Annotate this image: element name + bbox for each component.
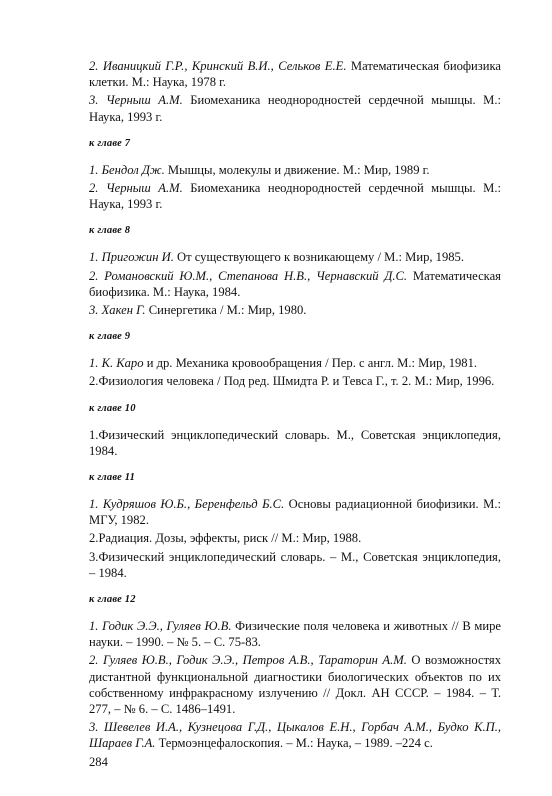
reference-entry [89, 530, 501, 546]
reference-number: 2. [89, 374, 99, 389]
reference-text: Термоэнцефалоскопия. – М.: Наука, – 1989. –224 с. [158, 736, 433, 751]
reference-authors: Черныш А.М. [105, 181, 183, 196]
chapter-heading: к главе 7 [89, 137, 131, 149]
reference-entry [89, 268, 501, 300]
reference-authors: Годик Э.Э., Гуляев Ю.В. [102, 619, 232, 634]
reference-text: Физический энциклопедический словарь. М., Советская энциклопедия, 1984. [89, 427, 501, 458]
reference-text: Синергетика / М.: Мир, 1980. [148, 303, 307, 318]
reference-authors: Хакен Г. [101, 303, 146, 318]
reference-number: 1. [89, 250, 99, 265]
reference-authors: Черныш А.М. [105, 93, 183, 108]
chapter-heading: к главе 9 [89, 331, 131, 343]
reference-authors: Шевелев И.А., Кузнецова Г.Д., Цыкалов Е.Н., Горбач А.М., Будко К.П., Шараев Г.А. [89, 720, 501, 751]
bibliography-section [89, 594, 501, 752]
reference-entry [89, 162, 501, 178]
reference-text: Физические поля человека и животных // В мире науки. – 1990. – № 5. – С. 75-83. [89, 619, 501, 650]
reference-text: О возможностях дистантной функциональной диагностики биологических объектов по их собственному инфракрасному излучению // Докл. АН СССР. – 1984. – Т. 277, – № 6. – С. 1486–1491. [89, 653, 502, 717]
reference-number: 2. [89, 59, 99, 73]
reference-text: Радиация. Дозы, эффекты, риск // М.: Мир, 1988. [98, 531, 362, 546]
reference-entry [89, 427, 501, 459]
bibliography-section [89, 225, 501, 318]
reference-number: 2. [89, 268, 99, 283]
reference-text: Мышцы, молекулы и движение. М.: Мир, 1989 г. [167, 162, 430, 177]
reference-entry [89, 618, 501, 650]
reference-text: и др. Механика кровообращения / Пер. с англ. М.: Мир, 1981. [146, 356, 478, 371]
reference-number: 3. [89, 720, 99, 735]
reference-entry [89, 496, 501, 528]
reference-text: Математическая биофизика. М.: Наука, 1984. [89, 268, 501, 299]
reference-number: 2. [89, 531, 99, 546]
chapter-heading: к главе 10 [89, 402, 136, 414]
reference-number: 3. [89, 549, 99, 564]
reference-number: 1. [89, 497, 99, 512]
reference-text: Физиология человека / Под ред. Шмидта Р. и Тевса Г., т. 2. М.: Мир, 1996. [98, 374, 495, 389]
reference-entry [89, 302, 501, 318]
bibliography-section [89, 138, 501, 213]
reference-authors: К. Каро [101, 356, 144, 371]
reference-authors: Романовский Ю.М., Степанова Н.В., Чернавский Д.С. [104, 268, 408, 283]
reference-authors: Бендол Дж. [101, 162, 165, 177]
reference-number: 2. [89, 653, 99, 668]
reference-entry [89, 92, 501, 124]
bibliography-section [89, 472, 501, 581]
page-number: 284 [89, 754, 108, 769]
chapter-heading: к главе 11 [89, 472, 136, 484]
reference-number: 1. [89, 162, 99, 177]
reference-authors: Иваницкий Г.Р., Кринский В.И., Сельков Е.Е. [102, 59, 347, 73]
reference-text: Биомеханика неоднородностей сердечной мышцы. М.: Наука, 1993 г. [89, 93, 501, 124]
bibliography-sections [89, 58, 501, 752]
reference-authors: Кудряшов Ю.Б., Беренфельд Б.С. [102, 497, 285, 512]
reference-entry [89, 355, 501, 371]
chapter-heading: к главе 12 [89, 594, 136, 606]
bibliography-section [89, 331, 501, 389]
reference-authors: Пригожин И. [101, 250, 174, 265]
reference-text: Математическая биофизика клетки. М.: Наука, 1978 г. [89, 59, 501, 90]
bibliography-section [89, 403, 501, 459]
reference-number: 1. [89, 619, 99, 634]
reference-number: 3. [89, 93, 99, 108]
reference-text: От существующего к возникающему / М.: Мир, 1985. [177, 250, 464, 265]
reference-entry [89, 719, 501, 751]
reference-authors: Гуляев Ю.В., Годик Э.Э., Петров А.В., Тараторин А.М. [102, 653, 407, 668]
reference-number: 2. [89, 181, 99, 196]
bibliography-section [89, 58, 501, 125]
reference-number: 1. [89, 427, 99, 442]
chapter-heading: к главе 8 [89, 225, 131, 237]
reference-entry [89, 180, 501, 212]
reference-text: Физический энциклопедический словарь. – М., Советская энциклопедия, – 1984. [89, 549, 501, 580]
reference-entry [89, 652, 501, 717]
reference-number: 1. [89, 356, 99, 371]
reference-entry [89, 249, 501, 265]
reference-entry [89, 549, 501, 581]
reference-entry [89, 58, 501, 90]
bibliography-page [89, 58, 501, 770]
reference-number: 3. [89, 303, 99, 318]
reference-text: Биомеханика неоднородностей сердечной мышцы. М.: Наука, 1993 г. [89, 181, 501, 212]
reference-entry [89, 373, 501, 389]
reference-text: Основы радиационной биофизики. М.: МГУ, 1982. [89, 497, 501, 528]
